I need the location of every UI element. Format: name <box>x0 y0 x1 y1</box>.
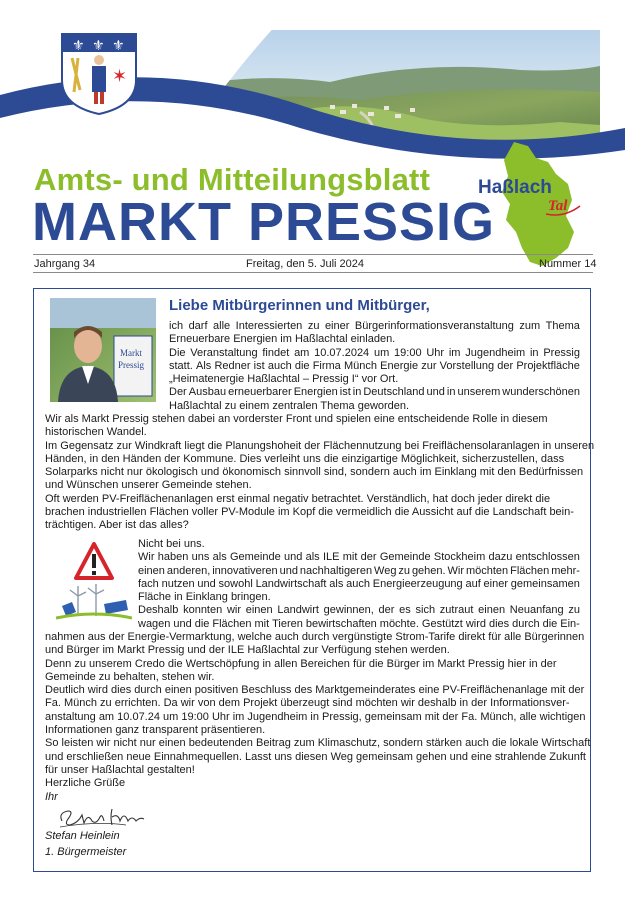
solar-panel-icon <box>56 600 132 618</box>
text-line: und Wünschen unserer Gemeinde stehen. <box>45 479 252 492</box>
text-line: Wir als Markt Pressig stehen dabei an vorderster Front und spielen eine entscheidende Rolle in diesem <box>45 413 548 425</box>
coat-of-arms <box>62 34 136 114</box>
svg-text:Pressig: Pressig <box>118 360 145 370</box>
text-line: Denn zu unserem Credo die Wertschöpfung in allen Bereichen für die Bürger im Markt Pressig hier in der <box>45 657 557 670</box>
publication-title: Amts- und Mitteilungsblatt <box>34 162 431 197</box>
text-line: Deutlich wird dies durch einen positiven Beschluss des Marktgemeinderates eine PV-Freiflächenanlage mit der <box>45 684 585 697</box>
hasslach-tal-logo <box>476 140 600 270</box>
text-line: Wir haben uns als Gemeinde und als ILE mit der Gemeinde Stockheim dazu entschlossen <box>138 551 580 564</box>
text-line: trächtigen. Aber ist das alles? <box>45 519 189 532</box>
text-line: „Heimatenergie Haßlachtal – Pressig I“ vor Ort. <box>169 373 399 386</box>
text-line: und Bürger im Markt Pressig und der ILE Haßlachtal zur Verfügung stehen werden. <box>45 644 450 657</box>
text-line: fach nutzen und sowohl Landwirtschaft als auch Energieerzeugung auf einer gemeinsamen <box>138 577 580 590</box>
text-line: Im Gegensatz zur Windkraft liegt die Planungshoheit der Flächennutzung bei Freiflächensolaranlagen in unseren <box>45 439 595 452</box>
letter-greeting: Liebe Mitbürgerinnen und Mitbürger, <box>169 297 430 314</box>
text-line: historischen Wandel. <box>45 426 147 439</box>
mayor-portrait <box>50 298 156 402</box>
svg-text:⚜: ⚜ <box>72 38 85 54</box>
svg-text:⚜: ⚜ <box>92 38 105 54</box>
mayor-name: Stefan Heinlein <box>45 830 120 842</box>
issue-number: Nummer 14 <box>539 258 597 270</box>
text-line: statt. Als Redner ist auch die Firma Münch Energie zur Vorstellung der Projektfläche <box>169 359 580 372</box>
text-line: Deshalb konnten wir einen Landwirt gewinnen, der es sich zutraut einen Neuanfang zu <box>138 604 580 617</box>
wind-solar-warning-illustration <box>56 540 132 620</box>
volume-label: Jahrgang 34 <box>34 258 96 270</box>
text-line: für unser Haßlachtal gestalten! <box>45 763 195 776</box>
issue-date: Freitag, den 5. Juli 2024 <box>246 258 365 270</box>
text-line: brachen industriellen Flächen voller PV-Module im Kopf die vermeidlich die Aussicht auf die Landschaft bein- <box>45 506 574 519</box>
handwritten-signature <box>56 803 146 829</box>
text-line: Erneuerbare Energien im Haßlachtal einladen. <box>169 333 396 346</box>
text-line: wagen und die Flächen mit Tieren bewirtschaften möchte. Gestützt wird dies durch die Ein- <box>138 617 580 630</box>
intro-paragraph <box>169 320 580 413</box>
svg-text:✶: ✶ <box>112 66 128 87</box>
body-paragraph-3 <box>45 631 591 804</box>
text-line: Gemeinde zu behalten, stehen wir. <box>45 670 215 683</box>
text-line: Haßlachtal zu einem zentralen Thema geworden. <box>169 399 410 412</box>
municipality-title: MARKT PRESSIG <box>32 192 496 252</box>
text-line: ich darf alle Interessierten zu einer Bürgerinformationsveranstaltung zum Thema <box>169 320 580 332</box>
mayor-role: 1. Bürgermeister <box>45 846 127 858</box>
text-line: einen anderen, innovativeren und nachhaltigeren Weg zu gehen. Wir möchten Flächen mehr- <box>138 564 580 577</box>
text-line: Oft werden PV-Freiflächenanlagen erst einmal negativ betrachtet. Verständlich, hat doch jeder direkt die <box>45 492 551 505</box>
ihr-text: Ihr <box>45 790 58 803</box>
text-line: So leisten wir nicht nur einen bedeutenden Beitrag zum Klimaschutz, sondern stärken auch die lokale Wirtschaft <box>45 737 591 750</box>
text-line: Solarparks nicht nur ökologisch und ökonomisch sinnvoll sind, sondern auch im Einklang mit den Bedürfnissen <box>45 466 584 479</box>
warning-icon <box>76 544 112 578</box>
header-rule-top <box>33 254 593 255</box>
logo-word-hasslach: Haßlach <box>478 177 552 198</box>
text-line: Händen, in den Händen der Kommune. Dies verleiht uns die einzigartige Möglichkeit, sicherzustellen, dass <box>45 452 565 465</box>
text-line: Die Veranstaltung findet am 10.07.2024 um 19:00 Uhr im Jugendheim in Pressig <box>169 346 580 359</box>
text-line: nahmen aus der Energie-Vermarktung, welche auch durch vergünstigte Strom-Tarife direkt für alle Bürgerinnen <box>45 631 585 643</box>
text-line: und erschließen neue Einnahmequellen. Lasst uns diesen Weg gemeinsam gehen und eine strahlende Zukunft <box>45 750 586 763</box>
svg-text:Markt: Markt <box>120 348 142 358</box>
text-line: Fa. Münch zu errichten. Da wir von dem Projekt überzeugt sind möchten wir deshalb in der Informationsver- <box>45 697 570 710</box>
body-paragraph-1 <box>45 413 595 533</box>
closing-text: Herzliche Grüße <box>45 777 126 790</box>
text-line: Nicht bei uns. <box>138 538 205 550</box>
text-line: Der Ausbau erneuerbarer Energien ist in Deutschland und in unserem wunderschönen <box>169 386 580 399</box>
body-paragraph-2 <box>138 538 580 631</box>
text-line: anstaltung am 10.07.24 um 19:00 Uhr im Jugendheim in Pressig, gemeinsam mit der Fa. Münch, alle wichtigen <box>45 710 586 723</box>
text-line: Informationen ganz transparent präsentieren. <box>45 724 266 737</box>
header-rule-bottom <box>33 272 593 273</box>
logo-word-tal: Tal <box>548 198 568 214</box>
text-line: Fläche in Einklang bringen. <box>138 591 271 604</box>
svg-text:⚜: ⚜ <box>112 38 125 54</box>
